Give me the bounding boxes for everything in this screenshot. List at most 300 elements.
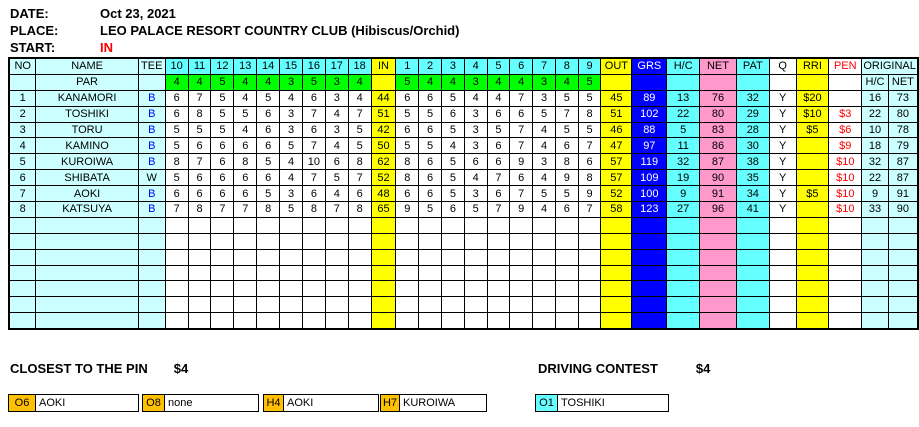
empty-cell[interactable] <box>396 233 419 249</box>
empty-cell[interactable] <box>234 313 257 329</box>
empty-cell[interactable] <box>36 249 138 265</box>
hole-score-cell[interactable]: 5 <box>257 90 280 106</box>
pen-cell[interactable]: $10 <box>829 170 862 186</box>
empty-cell[interactable] <box>487 281 510 297</box>
par-row-hc-cell[interactable] <box>667 74 700 90</box>
hole-score-cell[interactable]: 5 <box>348 122 371 138</box>
empty-cell[interactable] <box>667 233 700 249</box>
empty-cell[interactable] <box>700 281 737 297</box>
empty-cell[interactable] <box>533 249 556 265</box>
empty-cell[interactable] <box>829 249 862 265</box>
hole-score-cell[interactable]: 6 <box>441 106 464 122</box>
col-header-pen[interactable]: PEN <box>829 58 862 74</box>
col-header-original[interactable]: ORIGINAL <box>862 58 918 74</box>
rri-cell[interactable]: $5 <box>796 122 829 138</box>
player-tee-cell[interactable]: B <box>138 138 165 154</box>
pat-cell[interactable]: 38 <box>736 154 769 170</box>
empty-cell[interactable] <box>325 233 348 249</box>
original-hc-subheader[interactable]: H/C <box>862 74 889 90</box>
empty-cell[interactable] <box>510 313 533 329</box>
hole-score-cell[interactable]: 6 <box>325 154 348 170</box>
hole-score-cell[interactable]: 5 <box>419 202 442 218</box>
empty-cell[interactable] <box>302 297 325 313</box>
empty-cell[interactable] <box>888 281 918 297</box>
player-tee-cell[interactable]: W <box>138 170 165 186</box>
hole-score-cell[interactable]: 3 <box>280 122 303 138</box>
empty-cell[interactable] <box>441 249 464 265</box>
hole-score-cell[interactable]: 3 <box>533 90 556 106</box>
col-header-no[interactable]: NO <box>9 58 36 74</box>
hole-score-cell[interactable]: 5 <box>396 138 419 154</box>
empty-cell[interactable] <box>796 265 829 281</box>
empty-cell[interactable] <box>138 281 165 297</box>
hole-score-cell[interactable]: 5 <box>419 106 442 122</box>
empty-cell[interactable] <box>396 265 419 281</box>
empty-cell[interactable] <box>211 265 234 281</box>
gross-score-cell[interactable]: 109 <box>632 170 667 186</box>
empty-cell[interactable] <box>888 313 918 329</box>
hole-score-cell[interactable]: 5 <box>325 170 348 186</box>
empty-cell[interactable] <box>325 281 348 297</box>
hole-score-cell[interactable]: 4 <box>234 122 257 138</box>
hole-score-cell[interactable]: 4 <box>487 90 510 106</box>
hole-score-cell[interactable]: 8 <box>348 154 371 170</box>
hole-score-cell[interactable]: 4 <box>325 186 348 202</box>
empty-cell[interactable] <box>188 217 211 233</box>
empty-cell[interactable] <box>601 233 632 249</box>
empty-cell[interactable] <box>578 265 601 281</box>
empty-cell[interactable] <box>325 249 348 265</box>
par-cell[interactable]: 5 <box>302 74 325 90</box>
col-header-hole-9[interactable]: 9 <box>578 58 601 74</box>
hole-score-cell[interactable]: 8 <box>578 170 601 186</box>
empty-cell[interactable] <box>348 313 371 329</box>
rri-cell[interactable]: $20 <box>796 90 829 106</box>
net-score-cell[interactable]: 76 <box>700 90 737 106</box>
hole-score-cell[interactable]: 5 <box>211 122 234 138</box>
player-tee-cell[interactable]: B <box>138 202 165 218</box>
hole-score-cell[interactable]: 5 <box>165 170 188 186</box>
empty-cell[interactable] <box>464 313 487 329</box>
hole-score-cell[interactable]: 5 <box>555 90 578 106</box>
empty-cell[interactable] <box>257 265 280 281</box>
empty-cell[interactable] <box>632 233 667 249</box>
empty-cell[interactable] <box>601 281 632 297</box>
col-header-out[interactable]: OUT <box>601 58 632 74</box>
q-cell[interactable]: Y <box>769 186 796 202</box>
hole-score-cell[interactable]: 6 <box>419 170 442 186</box>
hole-score-cell[interactable]: 4 <box>325 138 348 154</box>
col-header-rri[interactable]: RRI <box>796 58 829 74</box>
player-tee-cell[interactable]: B <box>138 90 165 106</box>
par-cell[interactable]: 4 <box>348 74 371 90</box>
col-header-tee[interactable]: TEE <box>138 58 165 74</box>
empty-cell[interactable] <box>888 249 918 265</box>
empty-cell[interactable] <box>667 313 700 329</box>
empty-cell[interactable] <box>862 297 889 313</box>
empty-cell[interactable] <box>165 297 188 313</box>
hole-score-cell[interactable]: 5 <box>578 90 601 106</box>
empty-cell[interactable] <box>348 249 371 265</box>
par-row-no-cell[interactable] <box>9 74 36 90</box>
handicap-cell[interactable]: 11 <box>667 138 700 154</box>
empty-cell[interactable] <box>700 249 737 265</box>
empty-cell[interactable] <box>736 281 769 297</box>
empty-cell[interactable] <box>888 265 918 281</box>
pat-cell[interactable]: 28 <box>736 122 769 138</box>
hole-score-cell[interactable]: 8 <box>188 202 211 218</box>
pat-cell[interactable]: 34 <box>736 186 769 202</box>
empty-cell[interactable] <box>419 297 442 313</box>
hole-score-cell[interactable]: 7 <box>578 138 601 154</box>
driving-winner-cell[interactable]: TOSHIKI <box>558 394 669 412</box>
empty-cell[interactable] <box>601 249 632 265</box>
hole-score-cell[interactable]: 7 <box>234 202 257 218</box>
empty-cell[interactable] <box>441 297 464 313</box>
empty-cell[interactable] <box>487 233 510 249</box>
original-hc-cell[interactable]: 22 <box>862 106 889 122</box>
hole-score-cell[interactable]: 3 <box>464 106 487 122</box>
out-total-cell[interactable]: 52 <box>601 186 632 202</box>
par-row-q-cell[interactable] <box>769 74 796 90</box>
hole-score-cell[interactable]: 7 <box>302 106 325 122</box>
empty-cell[interactable] <box>667 297 700 313</box>
hole-score-cell[interactable]: 5 <box>257 186 280 202</box>
hole-score-cell[interactable]: 7 <box>211 202 234 218</box>
empty-cell[interactable] <box>138 313 165 329</box>
empty-cell[interactable] <box>325 297 348 313</box>
empty-cell[interactable] <box>578 249 601 265</box>
hole-score-cell[interactable]: 6 <box>396 186 419 202</box>
empty-cell[interactable] <box>36 297 138 313</box>
empty-cell[interactable] <box>578 217 601 233</box>
hole-score-cell[interactable]: 3 <box>464 138 487 154</box>
hole-score-cell[interactable]: 4 <box>533 202 556 218</box>
par-cell[interactable]: 4 <box>257 74 280 90</box>
par-cell[interactable]: 3 <box>464 74 487 90</box>
empty-cell[interactable] <box>257 217 280 233</box>
par-cell[interactable]: 3 <box>280 74 303 90</box>
empty-cell[interactable] <box>280 265 303 281</box>
empty-cell[interactable] <box>464 249 487 265</box>
empty-cell[interactable] <box>487 297 510 313</box>
hole-score-cell[interactable]: 5 <box>464 202 487 218</box>
closest-winner-cell[interactable]: none <box>165 394 259 412</box>
col-header-hole-17[interactable]: 17 <box>325 58 348 74</box>
q-cell[interactable]: Y <box>769 202 796 218</box>
empty-cell[interactable] <box>510 249 533 265</box>
hole-score-cell[interactable]: 3 <box>280 106 303 122</box>
par-row-rri-cell[interactable] <box>796 74 829 90</box>
empty-cell[interactable] <box>396 249 419 265</box>
empty-cell[interactable] <box>396 217 419 233</box>
empty-cell[interactable] <box>601 217 632 233</box>
closest-hole-cell[interactable]: H4 <box>263 394 284 412</box>
hole-score-cell[interactable]: 6 <box>234 138 257 154</box>
hole-score-cell[interactable]: 5 <box>555 186 578 202</box>
original-net-cell[interactable]: 80 <box>888 106 918 122</box>
hole-score-cell[interactable]: 8 <box>348 202 371 218</box>
hole-score-cell[interactable]: 5 <box>234 106 257 122</box>
out-total-cell[interactable]: 57 <box>601 154 632 170</box>
net-score-cell[interactable]: 83 <box>700 122 737 138</box>
empty-cell[interactable] <box>555 313 578 329</box>
empty-cell[interactable] <box>371 281 396 297</box>
empty-cell[interactable] <box>769 265 796 281</box>
hole-score-cell[interactable]: 6 <box>555 138 578 154</box>
par-cell[interactable]: 4 <box>487 74 510 90</box>
hole-score-cell[interactable]: 8 <box>302 202 325 218</box>
hole-score-cell[interactable]: 7 <box>510 90 533 106</box>
gross-score-cell[interactable]: 88 <box>632 122 667 138</box>
empty-cell[interactable] <box>165 217 188 233</box>
empty-cell[interactable] <box>601 313 632 329</box>
empty-cell[interactable] <box>36 265 138 281</box>
empty-cell[interactable] <box>9 297 36 313</box>
empty-cell[interactable] <box>188 281 211 297</box>
hole-score-cell[interactable]: 5 <box>487 122 510 138</box>
player-name-cell[interactable]: TORU <box>36 122 138 138</box>
q-cell[interactable]: Y <box>769 106 796 122</box>
in-total-cell[interactable]: 62 <box>371 154 396 170</box>
empty-cell[interactable] <box>487 313 510 329</box>
par-row-pat-cell[interactable] <box>736 74 769 90</box>
hole-score-cell[interactable]: 5 <box>441 122 464 138</box>
player-tee-cell[interactable]: B <box>138 106 165 122</box>
empty-cell[interactable] <box>371 249 396 265</box>
empty-cell[interactable] <box>9 313 36 329</box>
empty-cell[interactable] <box>769 233 796 249</box>
empty-cell[interactable] <box>419 233 442 249</box>
hole-score-cell[interactable]: 6 <box>211 154 234 170</box>
empty-cell[interactable] <box>165 281 188 297</box>
pen-cell[interactable] <box>829 90 862 106</box>
empty-cell[interactable] <box>796 233 829 249</box>
empty-cell[interactable] <box>632 297 667 313</box>
empty-cell[interactable] <box>736 233 769 249</box>
hole-score-cell[interactable]: 6 <box>419 90 442 106</box>
hole-score-cell[interactable]: 7 <box>487 170 510 186</box>
empty-cell[interactable] <box>138 217 165 233</box>
hole-score-cell[interactable]: 3 <box>325 90 348 106</box>
empty-cell[interactable] <box>138 233 165 249</box>
par-label-cell[interactable]: PAR <box>36 74 138 90</box>
hole-score-cell[interactable]: 7 <box>348 106 371 122</box>
net-score-cell[interactable]: 86 <box>700 138 737 154</box>
original-hc-cell[interactable]: 9 <box>862 186 889 202</box>
hole-score-cell[interactable]: 5 <box>533 186 556 202</box>
hole-score-cell[interactable]: 5 <box>578 122 601 138</box>
empty-cell[interactable] <box>769 249 796 265</box>
empty-cell[interactable] <box>257 313 280 329</box>
par-cell[interactable]: 3 <box>533 74 556 90</box>
empty-cell[interactable] <box>862 233 889 249</box>
empty-cell[interactable] <box>578 233 601 249</box>
empty-cell[interactable] <box>796 313 829 329</box>
empty-cell[interactable] <box>441 281 464 297</box>
empty-cell[interactable] <box>348 233 371 249</box>
player-name-cell[interactable]: TOSHIKI <box>36 106 138 122</box>
hole-score-cell[interactable]: 5 <box>280 202 303 218</box>
empty-cell[interactable] <box>36 217 138 233</box>
hole-score-cell[interactable]: 6 <box>510 170 533 186</box>
hole-score-cell[interactable]: 7 <box>188 154 211 170</box>
hole-score-cell[interactable]: 6 <box>487 154 510 170</box>
hole-score-cell[interactable]: 10 <box>302 154 325 170</box>
player-tee-cell[interactable]: B <box>138 154 165 170</box>
empty-cell[interactable] <box>280 297 303 313</box>
player-name-cell[interactable]: AOKI <box>36 186 138 202</box>
in-total-cell[interactable]: 65 <box>371 202 396 218</box>
empty-cell[interactable] <box>9 217 36 233</box>
empty-cell[interactable] <box>667 217 700 233</box>
empty-cell[interactable] <box>165 265 188 281</box>
gross-score-cell[interactable]: 123 <box>632 202 667 218</box>
in-total-cell[interactable]: 48 <box>371 186 396 202</box>
col-header-name[interactable]: NAME <box>36 58 138 74</box>
empty-cell[interactable] <box>736 217 769 233</box>
hole-score-cell[interactable]: 4 <box>464 170 487 186</box>
empty-cell[interactable] <box>464 217 487 233</box>
player-tee-cell[interactable]: B <box>138 122 165 138</box>
hole-score-cell[interactable]: 6 <box>165 106 188 122</box>
hole-score-cell[interactable]: 9 <box>510 154 533 170</box>
gross-score-cell[interactable]: 89 <box>632 90 667 106</box>
player-name-cell[interactable]: KATSUYA <box>36 202 138 218</box>
empty-cell[interactable] <box>441 233 464 249</box>
player-no-cell[interactable]: 8 <box>9 202 36 218</box>
empty-cell[interactable] <box>736 265 769 281</box>
hole-score-cell[interactable]: 9 <box>396 202 419 218</box>
col-header-hole-1[interactable]: 1 <box>396 58 419 74</box>
empty-cell[interactable] <box>9 233 36 249</box>
empty-cell[interactable] <box>234 249 257 265</box>
hole-score-cell[interactable]: 4 <box>533 170 556 186</box>
empty-cell[interactable] <box>371 297 396 313</box>
pen-cell[interactable]: $10 <box>829 202 862 218</box>
empty-cell[interactable] <box>533 217 556 233</box>
hole-score-cell[interactable]: 3 <box>464 186 487 202</box>
empty-cell[interactable] <box>796 249 829 265</box>
empty-cell[interactable] <box>464 281 487 297</box>
col-header-hole-7[interactable]: 7 <box>533 58 556 74</box>
empty-cell[interactable] <box>419 249 442 265</box>
empty-cell[interactable] <box>829 265 862 281</box>
empty-cell[interactable] <box>769 281 796 297</box>
hole-score-cell[interactable]: 7 <box>302 138 325 154</box>
rri-cell[interactable] <box>796 202 829 218</box>
pat-cell[interactable]: 32 <box>736 90 769 106</box>
empty-cell[interactable] <box>396 313 419 329</box>
empty-cell[interactable] <box>302 313 325 329</box>
empty-cell[interactable] <box>736 297 769 313</box>
q-cell[interactable]: Y <box>769 122 796 138</box>
out-total-cell[interactable]: 51 <box>601 106 632 122</box>
empty-cell[interactable] <box>533 281 556 297</box>
col-header-hole-10[interactable]: 10 <box>165 58 188 74</box>
hole-score-cell[interactable]: 9 <box>555 170 578 186</box>
original-net-cell[interactable]: 91 <box>888 186 918 202</box>
hole-score-cell[interactable]: 5 <box>533 106 556 122</box>
empty-cell[interactable] <box>578 313 601 329</box>
net-score-cell[interactable]: 96 <box>700 202 737 218</box>
empty-cell[interactable] <box>888 217 918 233</box>
empty-cell[interactable] <box>700 265 737 281</box>
empty-cell[interactable] <box>769 313 796 329</box>
empty-cell[interactable] <box>888 233 918 249</box>
empty-cell[interactable] <box>325 217 348 233</box>
hole-score-cell[interactable]: 5 <box>211 90 234 106</box>
empty-cell[interactable] <box>234 217 257 233</box>
hole-score-cell[interactable]: 5 <box>280 138 303 154</box>
handicap-cell[interactable]: 9 <box>667 186 700 202</box>
empty-cell[interactable] <box>348 217 371 233</box>
empty-cell[interactable] <box>280 313 303 329</box>
hole-score-cell[interactable]: 6 <box>257 138 280 154</box>
closest-winner-cell[interactable]: AOKI <box>284 394 379 412</box>
empty-cell[interactable] <box>510 233 533 249</box>
hole-score-cell[interactable]: 7 <box>325 202 348 218</box>
empty-cell[interactable] <box>700 217 737 233</box>
hole-score-cell[interactable]: 6 <box>302 186 325 202</box>
empty-cell[interactable] <box>36 313 138 329</box>
empty-cell[interactable] <box>396 281 419 297</box>
player-name-cell[interactable]: KUROIWA <box>36 154 138 170</box>
hole-score-cell[interactable]: 6 <box>188 186 211 202</box>
hole-score-cell[interactable]: 5 <box>165 138 188 154</box>
player-no-cell[interactable]: 7 <box>9 186 36 202</box>
hole-score-cell[interactable]: 4 <box>533 138 556 154</box>
hole-score-cell[interactable]: 6 <box>396 90 419 106</box>
empty-cell[interactable] <box>302 217 325 233</box>
out-total-cell[interactable]: 45 <box>601 90 632 106</box>
hole-score-cell[interactable]: 5 <box>441 90 464 106</box>
col-header-hole-13[interactable]: 13 <box>234 58 257 74</box>
empty-cell[interactable] <box>667 265 700 281</box>
player-no-cell[interactable]: 4 <box>9 138 36 154</box>
hole-score-cell[interactable]: 5 <box>257 154 280 170</box>
pen-cell[interactable]: $10 <box>829 186 862 202</box>
empty-cell[interactable] <box>578 297 601 313</box>
hole-score-cell[interactable]: 9 <box>578 186 601 202</box>
hole-score-cell[interactable]: 7 <box>578 202 601 218</box>
hole-score-cell[interactable]: 8 <box>234 154 257 170</box>
handicap-cell[interactable]: 19 <box>667 170 700 186</box>
empty-cell[interactable] <box>700 313 737 329</box>
pat-cell[interactable]: 41 <box>736 202 769 218</box>
par-cell[interactable]: 4 <box>510 74 533 90</box>
empty-cell[interactable] <box>138 265 165 281</box>
empty-cell[interactable] <box>829 297 862 313</box>
empty-cell[interactable] <box>280 233 303 249</box>
pat-cell[interactable]: 29 <box>736 106 769 122</box>
col-header-grs[interactable]: GRS <box>632 58 667 74</box>
empty-cell[interactable] <box>555 233 578 249</box>
hole-score-cell[interactable]: 9 <box>510 202 533 218</box>
original-net-cell[interactable]: 87 <box>888 154 918 170</box>
par-cell[interactable]: 4 <box>441 74 464 90</box>
empty-cell[interactable] <box>736 313 769 329</box>
original-hc-cell[interactable]: 22 <box>862 170 889 186</box>
original-hc-cell[interactable]: 16 <box>862 90 889 106</box>
empty-cell[interactable] <box>211 233 234 249</box>
empty-cell[interactable] <box>667 249 700 265</box>
empty-cell[interactable] <box>257 297 280 313</box>
q-cell[interactable]: Y <box>769 138 796 154</box>
original-net-cell[interactable]: 79 <box>888 138 918 154</box>
col-header-hole-18[interactable]: 18 <box>348 58 371 74</box>
col-header-hole-5[interactable]: 5 <box>487 58 510 74</box>
